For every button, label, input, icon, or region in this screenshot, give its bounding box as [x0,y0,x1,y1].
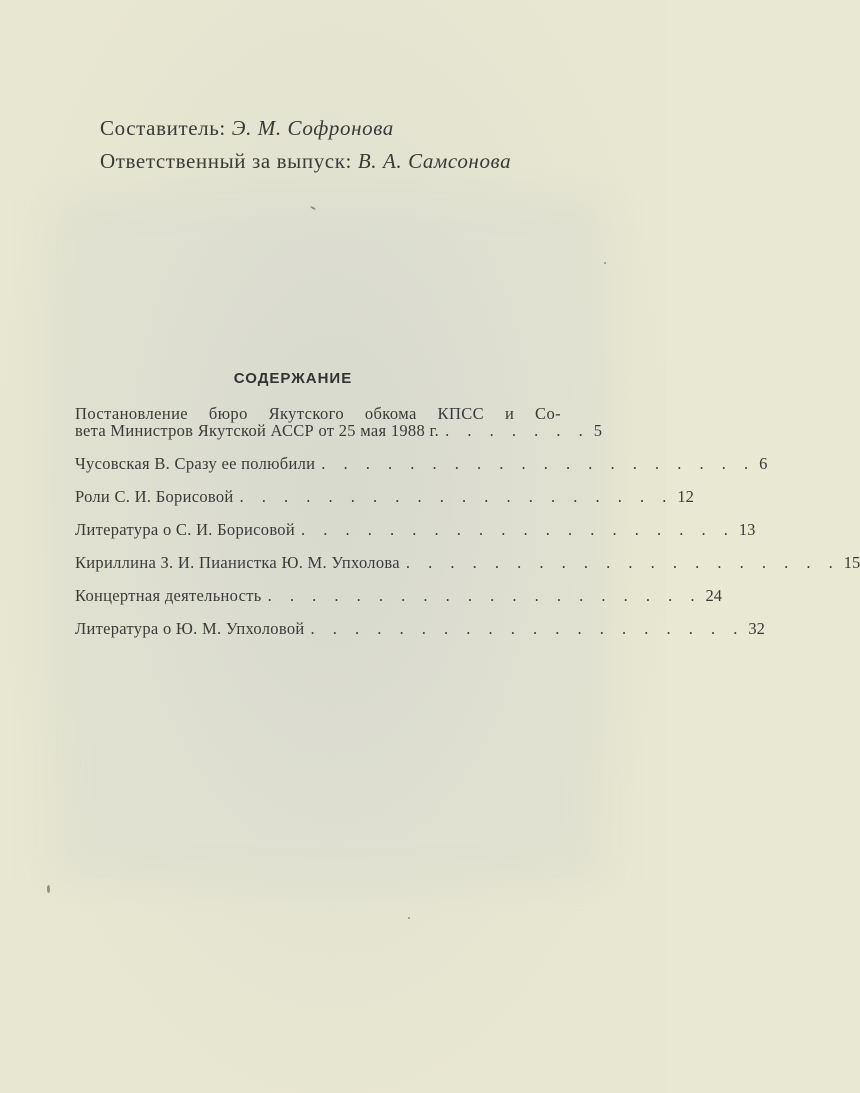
toc-leader-dots: . . . . . . . [445,421,590,440]
compiler-name: Э. М. Софронова [231,116,394,140]
toc-entry-line2 [75,421,602,440]
toc-entry-row [75,619,765,638]
toc-entry-row [75,487,694,506]
toc-heading: СОДЕРЖАНИЕ [233,370,353,387]
toc-entry-text-line2: вета Министров Якутской АССР от 25 мая 1988 г. [75,421,440,440]
toc-leader-dots: . . . . . . . . . . . . . . . . . . . . [405,553,840,572]
toc-entry-text: Концертная деятельность [75,586,262,605]
toc-leader-dots: . . . . . . . . . . . . . . . . . . . . [267,586,702,605]
toc-leader-dots: . . . . . . . . . . . . . . . . . . . . [321,454,756,473]
toc-entry-text: Литература о Ю. М. Упхоловой [75,619,305,638]
toc-entry [75,619,765,638]
paper-speck [604,262,606,264]
credits-block [100,112,511,178]
toc-entry-row [75,553,860,572]
toc-entry-text: Кириллина З. И. Пианистка Ю. М. Упхолова [75,553,400,572]
paper-speck [408,917,410,919]
toc-entry-row [75,454,768,473]
toc-entry [75,553,860,572]
toc-page-number: 6 [759,454,768,473]
toc-leader-dots: . . . . . . . . . . . . . . . . . . . . [239,487,674,506]
toc-leader-dots: . . . . . . . . . . . . . . . . . . . . [310,619,745,638]
editor-name: В. А. Самсонова [357,149,512,173]
toc-entry-text: Чусовская В. Сразу ее полюбили [75,454,316,473]
toc-entry [75,404,602,440]
toc-page-number: 32 [748,619,765,638]
toc-page-number: 24 [705,586,722,605]
paper-speck [47,885,50,893]
toc-entry [75,586,722,605]
table-of-contents [75,404,860,653]
toc-page-number: 15 [843,553,860,572]
toc-entry-row [75,520,756,539]
toc-entry-text: Литература о С. И. Борисовой [75,520,295,539]
toc-leader-dots: . . . . . . . . . . . . . . . . . . . . [300,520,735,539]
editor-line [100,145,511,178]
toc-page-number: 13 [738,520,756,539]
toc-entry-text-line1: Постановление бюро Якутского обкома КПСС и Со- [75,404,561,423]
toc-entry [75,520,756,539]
toc-entry-text: Роли С. И. Борисовой [75,487,234,506]
compiler-label: Составитель: [100,116,226,140]
editor-label: Ответственный за выпуск: [100,149,352,173]
toc-page-number: 12 [677,487,694,506]
toc-entry-row [75,586,722,605]
toc-entry [75,487,694,506]
toc-entry [75,454,768,473]
toc-page-number: 5 [593,421,602,440]
compiler-line [100,112,511,145]
